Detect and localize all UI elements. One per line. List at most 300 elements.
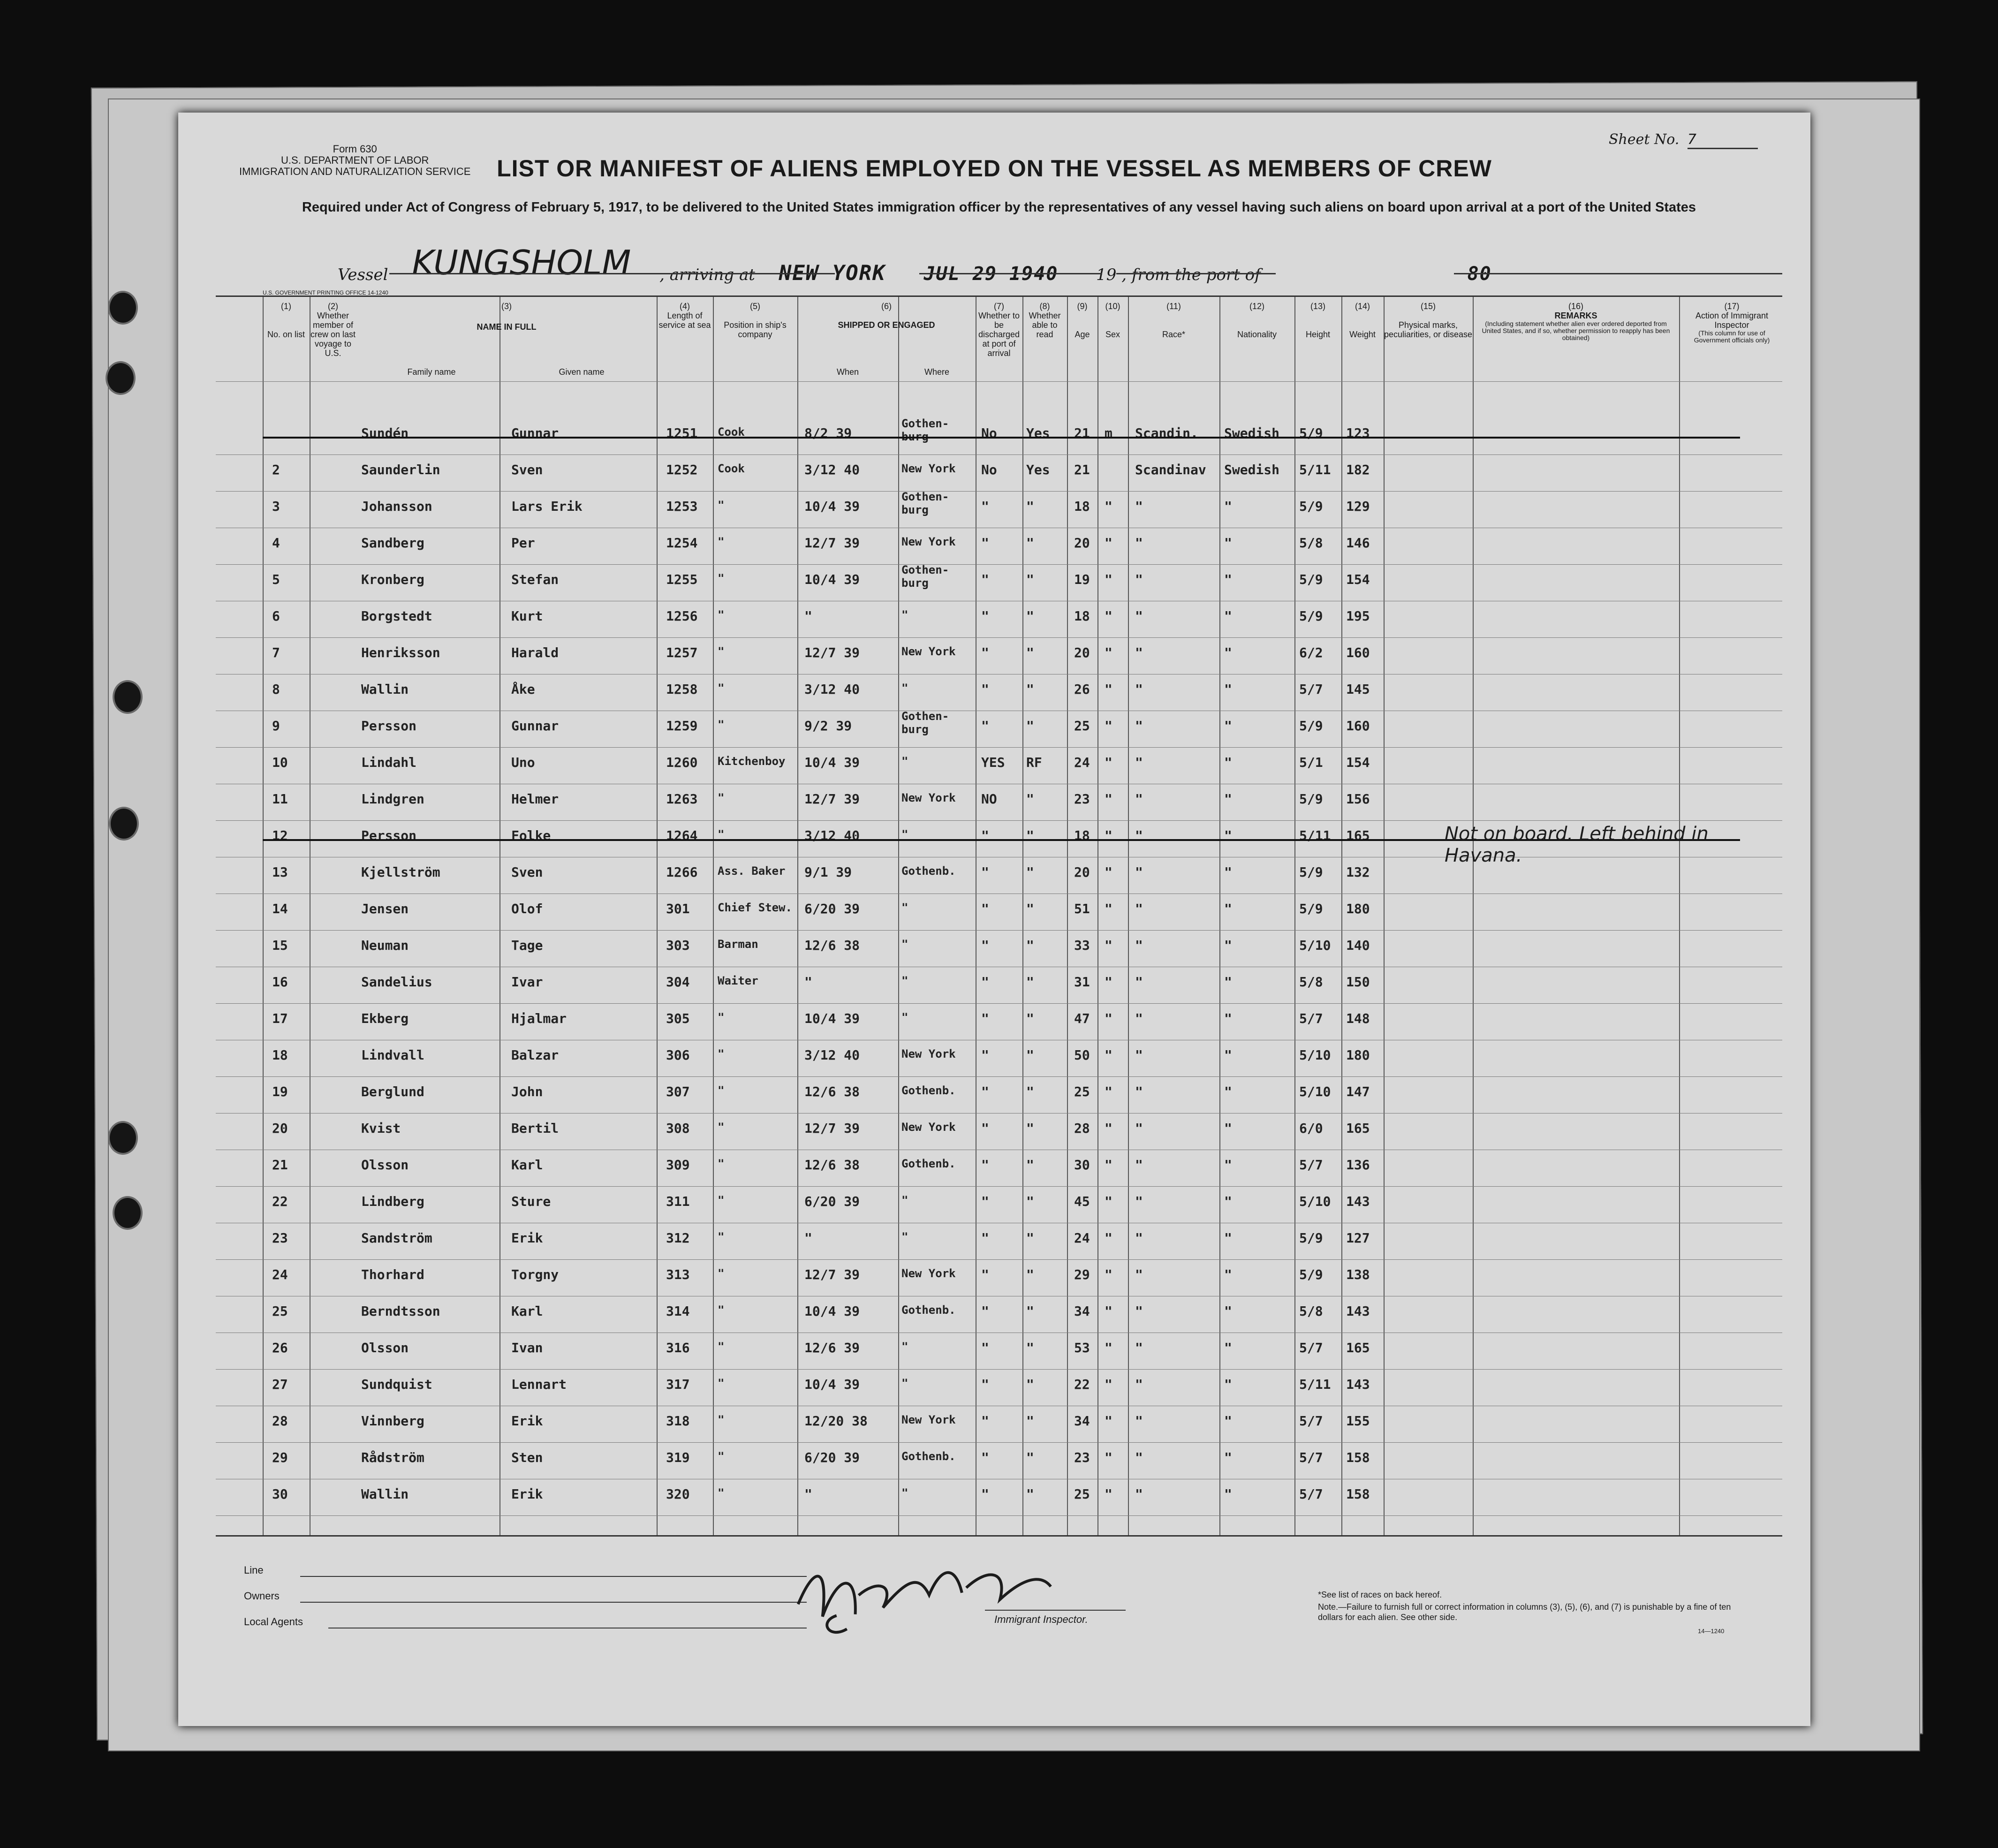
cell-age: 19 — [1074, 572, 1090, 587]
cell-weight: 145 — [1346, 682, 1370, 697]
cell-shipped-when: " — [804, 1230, 812, 1246]
cell-service-length: 1251 — [666, 425, 698, 441]
cell-position: Barman — [718, 938, 758, 951]
cell-given-name: Torgny — [511, 1267, 559, 1282]
cell-discharged: NO — [981, 791, 997, 807]
cell-nationality: " — [1224, 1011, 1232, 1026]
cell-service-length: 1263 — [666, 791, 698, 807]
cell-family-name: Ekberg — [361, 1011, 409, 1026]
header-height: (13) Height — [1305, 302, 1331, 339]
table-row — [216, 419, 1782, 455]
cell-able-to-read: " — [1026, 1267, 1034, 1282]
cell-service-length: 309 — [666, 1157, 690, 1173]
cell-height: 5/7 — [1299, 1340, 1323, 1356]
cell-given-name: Helmer — [511, 791, 559, 807]
cell-discharged: " — [981, 974, 989, 990]
cell-shipped-where: Gothenb. — [901, 1157, 956, 1170]
cell-position: " — [718, 1303, 725, 1317]
cell-shipped-when: 10/4 39 — [804, 572, 860, 587]
cell-service-length: 1257 — [666, 645, 698, 660]
cell-shipped-when: " — [804, 608, 812, 624]
cell-sex: " — [1105, 1450, 1113, 1465]
header-no: (1) No. on list — [267, 302, 305, 339]
header-weight: (14) Weight — [1349, 302, 1376, 339]
cell-able-to-read: " — [1026, 1486, 1034, 1502]
cell-position: " — [718, 535, 725, 548]
cell-nationality: " — [1224, 864, 1232, 880]
cell-family-name: Sundén — [361, 425, 409, 441]
cell-sex: " — [1105, 1340, 1113, 1356]
cell-race: " — [1135, 682, 1143, 697]
cell-age: 18 — [1074, 608, 1090, 624]
cell-row-number: 3 — [272, 499, 280, 514]
cell-row-number: 20 — [272, 1121, 288, 1136]
agents-fill — [328, 1627, 807, 1628]
cell-weight: 146 — [1346, 535, 1370, 551]
cell-race: " — [1135, 1377, 1143, 1392]
cell-nationality: " — [1224, 1084, 1232, 1099]
page-subtitle: Required under Act of Congress of February 5, 1917, to be delivered to the United States immigration officer by the representatives of any vessel having such aliens on board upon arrival at a port of the United States — [302, 200, 1696, 215]
cell-shipped-when: 10/4 39 — [804, 1377, 860, 1392]
cell-sex: " — [1105, 974, 1113, 990]
cell-age: 25 — [1074, 718, 1090, 734]
header-remarks: (16) REMARKS (Including statement whether alien ever ordered deported from United States, and if so, whether permission to reapply has been obtained) — [1482, 302, 1670, 341]
cell-row-number: 6 — [272, 608, 280, 624]
cell-discharged: " — [981, 718, 989, 734]
cell-discharged: " — [981, 864, 989, 880]
cell-shipped-when: 12/20 38 — [804, 1413, 868, 1429]
cell-shipped-where: " — [901, 938, 908, 951]
cell-service-length: 1258 — [666, 682, 698, 697]
cell-service-length: 1255 — [666, 572, 698, 587]
cell-weight: 160 — [1346, 645, 1370, 660]
cell-race: " — [1135, 1340, 1143, 1356]
cell-row-number: 15 — [272, 938, 288, 953]
form-number: Form 630 — [333, 143, 377, 155]
cell-nationality: " — [1224, 974, 1232, 990]
cell-able-to-read: " — [1026, 901, 1034, 916]
cell-service-length: 301 — [666, 901, 690, 916]
cell-row-number: 5 — [272, 572, 280, 587]
cell-able-to-read: " — [1026, 718, 1034, 734]
cell-sex: " — [1105, 1194, 1113, 1209]
cell-age: 47 — [1074, 1011, 1090, 1026]
cell-age: 18 — [1074, 828, 1090, 843]
cell-height: 5/9 — [1299, 1267, 1323, 1282]
cell-shipped-when: 12/7 39 — [804, 645, 860, 660]
cell-row-number: 10 — [272, 755, 288, 770]
cell-shipped-when: 12/6 38 — [804, 1084, 860, 1099]
cell-service-length: 304 — [666, 974, 690, 990]
table-row — [216, 1187, 1782, 1224]
cell-able-to-read: " — [1026, 1194, 1034, 1209]
cell-family-name: Sandström — [361, 1230, 432, 1246]
cell-shipped-when: 9/2 39 — [804, 718, 852, 734]
cell-height: 5/11 — [1299, 1377, 1331, 1392]
cell-sex: " — [1105, 499, 1113, 514]
cell-able-to-read: " — [1026, 828, 1034, 843]
header-family-name: Family name — [407, 367, 456, 377]
cell-able-to-read: " — [1026, 1450, 1034, 1465]
header-age: (9) Age — [1075, 302, 1090, 339]
arrival-date: JUL 29 1940 — [923, 263, 1059, 285]
header-race: (11) Race* — [1162, 302, 1186, 339]
cell-family-name: Persson — [361, 828, 417, 843]
cell-row-number: 7 — [272, 645, 280, 660]
cell-weight: 143 — [1346, 1303, 1370, 1319]
cell-weight: 148 — [1346, 1011, 1370, 1026]
cell-age: 23 — [1074, 791, 1090, 807]
table-row — [216, 894, 1782, 931]
cell-shipped-when: 6/20 39 — [804, 1450, 860, 1465]
cell-shipped-where: " — [901, 1486, 908, 1500]
cell-service-length: 1264 — [666, 828, 698, 843]
cell-sex: " — [1105, 682, 1113, 697]
cell-shipped-where: " — [901, 1230, 908, 1243]
cell-height: 5/7 — [1299, 1486, 1323, 1502]
table-row — [216, 1260, 1782, 1297]
cell-position: " — [718, 645, 725, 658]
cell-service-length: 1254 — [666, 535, 698, 551]
cell-age: 33 — [1074, 938, 1090, 953]
cell-position: " — [718, 608, 725, 621]
cell-age: 25 — [1074, 1486, 1090, 1502]
cell-discharged: " — [981, 608, 989, 624]
cell-discharged: " — [981, 901, 989, 916]
table-row — [216, 529, 1782, 565]
cell-able-to-read: " — [1026, 1413, 1034, 1429]
cell-height: 6/0 — [1299, 1121, 1323, 1136]
cell-age: 22 — [1074, 1377, 1090, 1392]
cell-row-number: 2 — [272, 462, 280, 477]
cell-shipped-when: 3/12 40 — [804, 828, 860, 843]
cell-position: Chief Stew. — [718, 901, 792, 914]
table-row — [216, 785, 1782, 821]
cell-race: " — [1135, 755, 1143, 770]
cell-weight: 150 — [1346, 974, 1370, 990]
inspector-signature — [785, 1529, 1082, 1647]
cell-row-number: 19 — [272, 1084, 288, 1099]
cell-family-name: Lindberg — [361, 1194, 424, 1209]
cell-sex: " — [1105, 1047, 1113, 1063]
table-row — [216, 1370, 1782, 1407]
cell-able-to-read: " — [1026, 572, 1034, 587]
cell-service-length: 316 — [666, 1340, 690, 1356]
cell-shipped-when: 10/4 39 — [804, 499, 860, 514]
table-row — [216, 1004, 1782, 1041]
cell-service-length: 306 — [666, 1047, 690, 1063]
cell-given-name: Karl — [511, 1157, 543, 1173]
penalty-note: Note.—Failure to furnish full or correct information in columns (3), (5), (6), and (7) is punishable by a fine of ten dollars for each alien. See other side. — [1318, 1602, 1731, 1622]
cell-sex: " — [1105, 1121, 1113, 1136]
cell-given-name: Balzar — [511, 1047, 559, 1063]
cell-sex: " — [1105, 572, 1113, 587]
cell-shipped-when: 6/20 39 — [804, 901, 860, 916]
cell-shipped-where: " — [901, 828, 908, 841]
cell-given-name: Gunnar — [511, 718, 559, 734]
cell-nationality: " — [1224, 1377, 1232, 1392]
cell-row-number: 16 — [272, 974, 288, 990]
cell-able-to-read: Yes — [1026, 462, 1050, 477]
cell-position: " — [718, 1194, 725, 1207]
header-position: (5) Position in ship's company — [724, 302, 787, 339]
cell-row-number: 11 — [272, 791, 288, 807]
cell-shipped-where: New York — [901, 535, 956, 548]
cell-shipped-when: 3/12 40 — [804, 462, 860, 477]
cell-shipped-when: 12/7 39 — [804, 535, 860, 551]
cell-service-length: 314 — [666, 1303, 690, 1319]
cell-discharged: " — [981, 499, 989, 514]
vessel-label: Vessel — [338, 265, 388, 284]
cell-sex: " — [1105, 535, 1113, 551]
cell-age: 34 — [1074, 1303, 1090, 1319]
cell-shipped-where: " — [901, 608, 908, 621]
cell-shipped-where: Gothenb. — [901, 864, 956, 878]
cell-sex: " — [1105, 864, 1113, 880]
cell-discharged: " — [981, 645, 989, 660]
sheet-number-label: Sheet No. — [1609, 131, 1680, 148]
cell-sex: " — [1105, 1377, 1113, 1392]
cell-family-name: Sandberg — [361, 535, 424, 551]
cell-race: " — [1135, 828, 1143, 843]
cell-discharged: " — [981, 1303, 989, 1319]
cell-race: " — [1135, 1047, 1143, 1063]
cell-shipped-where: Gothen-burg — [901, 710, 949, 736]
cell-weight: 180 — [1346, 901, 1370, 916]
cell-height: 5/9 — [1299, 499, 1323, 514]
cell-given-name: Ivar — [511, 974, 543, 990]
cell-discharged: YES — [981, 755, 1005, 770]
cell-able-to-read: " — [1026, 864, 1034, 880]
cell-discharged: " — [981, 938, 989, 953]
header-sex: (10) Sex — [1105, 302, 1120, 339]
cell-shipped-where: Gothenb. — [901, 1450, 956, 1463]
vessel-fill-line — [389, 272, 835, 274]
header-physical-marks: (15) Physical marks, peculiarities, or disease — [1384, 302, 1473, 339]
cell-nationality: " — [1224, 1121, 1232, 1136]
cell-discharged: " — [981, 1377, 989, 1392]
cell-service-length: 312 — [666, 1230, 690, 1246]
row-remark: Not on board. Left behind in Havana. — [1445, 823, 1709, 866]
cell-service-length: 313 — [666, 1267, 690, 1282]
cell-position: " — [718, 1157, 725, 1170]
from-port-fill-line — [1454, 272, 1782, 274]
cell-given-name: Sten — [511, 1450, 543, 1465]
cell-height: 5/10 — [1299, 938, 1331, 953]
cell-race: " — [1135, 645, 1143, 660]
cell-weight: 154 — [1346, 755, 1370, 770]
cell-row-number: 22 — [272, 1194, 288, 1209]
cell-sex: " — [1105, 1157, 1113, 1173]
sheet-number-value: 7 — [1688, 131, 1758, 149]
cell-family-name: Neuman — [361, 938, 409, 953]
cell-service-length: 1266 — [666, 864, 698, 880]
manifest-sheet — [178, 113, 1810, 1726]
cell-family-name: Kvist — [361, 1121, 401, 1136]
cell-family-name: Borgstedt — [361, 608, 432, 624]
cell-race: " — [1135, 1121, 1143, 1136]
cell-family-name: Berndtsson — [361, 1303, 440, 1319]
cell-shipped-where: Gothenb. — [901, 1303, 956, 1317]
date-fill-line — [1116, 272, 1276, 274]
cell-family-name: Lindahl — [361, 755, 417, 770]
cell-race: " — [1135, 1194, 1143, 1209]
cell-position: " — [718, 718, 725, 731]
cell-shipped-where: " — [901, 1377, 908, 1390]
cell-race: " — [1135, 1230, 1143, 1246]
cell-nationality: " — [1224, 1303, 1232, 1319]
strike-through-line — [263, 437, 1740, 439]
signature-fill — [985, 1609, 1126, 1611]
cell-weight: 158 — [1346, 1450, 1370, 1465]
cell-able-to-read: Yes — [1026, 425, 1050, 441]
cell-family-name: Lindgren — [361, 791, 424, 807]
cell-height: 5/8 — [1299, 535, 1323, 551]
cell-shipped-where: New York — [901, 645, 956, 658]
cell-discharged: " — [981, 1450, 989, 1465]
cell-nationality: " — [1224, 682, 1232, 697]
cell-shipped-where: New York — [901, 1413, 956, 1426]
cell-given-name: Sture — [511, 1194, 551, 1209]
cell-race: " — [1135, 1413, 1143, 1429]
cell-row-number: 26 — [272, 1340, 288, 1356]
table-row — [216, 1480, 1782, 1516]
cell-nationality: " — [1224, 1047, 1232, 1063]
cell-discharged: " — [981, 1121, 989, 1136]
cell-weight: 182 — [1346, 462, 1370, 477]
vessel-name: KUNGSHOLM — [412, 243, 631, 282]
cell-shipped-when: 8/2 39 — [804, 425, 852, 441]
cell-able-to-read: " — [1026, 1340, 1034, 1356]
cell-nationality: " — [1224, 1450, 1232, 1465]
cell-age: 53 — [1074, 1340, 1090, 1356]
cell-race: " — [1135, 791, 1143, 807]
cell-shipped-when: 10/4 39 — [804, 755, 860, 770]
cell-discharged: " — [981, 1413, 989, 1429]
cell-position: " — [718, 1011, 725, 1024]
cell-family-name: Persson — [361, 718, 417, 734]
cell-able-to-read: " — [1026, 791, 1034, 807]
cell-service-length: 1253 — [666, 499, 698, 514]
cell-service-length: 307 — [666, 1084, 690, 1099]
cell-sex: " — [1105, 1303, 1113, 1319]
cell-weight: 158 — [1346, 1486, 1370, 1502]
cell-row-number: 28 — [272, 1413, 288, 1429]
cell-given-name: Kurt — [511, 608, 543, 624]
cell-family-name: Kronberg — [361, 572, 424, 587]
header-service: (4) Length of service at sea — [658, 302, 711, 330]
inspector-label: Immigrant Inspector. — [994, 1613, 1088, 1625]
cell-row-number: 14 — [272, 901, 288, 916]
cell-given-name: Ivan — [511, 1340, 543, 1356]
from-port-number: 80 — [1467, 263, 1492, 285]
cell-age: 29 — [1074, 1267, 1090, 1282]
cell-service-length: 311 — [666, 1194, 690, 1209]
cell-able-to-read: " — [1026, 499, 1034, 514]
footer-agents-label: Local Agents — [244, 1616, 303, 1628]
cell-given-name: Erik — [511, 1413, 543, 1429]
cell-age: 24 — [1074, 1230, 1090, 1246]
cell-given-name: Olof — [511, 901, 543, 916]
cell-row-number: 21 — [272, 1157, 288, 1173]
cell-age: 26 — [1074, 682, 1090, 697]
cell-weight: 165 — [1346, 828, 1370, 843]
table-row — [216, 638, 1782, 675]
cell-family-name: Henriksson — [361, 645, 440, 660]
cell-given-name: Harald — [511, 645, 559, 660]
header-shipped: (6) SHIPPED OR ENGAGED — [838, 302, 935, 330]
cell-age: 20 — [1074, 535, 1090, 551]
cell-position: " — [718, 1084, 725, 1097]
cell-discharged: " — [981, 1230, 989, 1246]
cell-able-to-read: " — [1026, 645, 1034, 660]
cell-given-name: Sven — [511, 864, 543, 880]
cell-family-name: Kjellström — [361, 864, 440, 880]
table-row — [216, 1224, 1782, 1260]
cell-age: 21 — [1074, 425, 1090, 441]
cell-able-to-read: " — [1026, 535, 1034, 551]
cell-age: 20 — [1074, 864, 1090, 880]
cell-shipped-when: 9/1 39 — [804, 864, 852, 880]
cell-able-to-read: " — [1026, 1011, 1034, 1026]
cell-position: Cook — [718, 462, 745, 475]
cell-row-number: 12 — [272, 828, 288, 843]
line-fill — [300, 1575, 807, 1577]
table-row — [216, 858, 1782, 894]
cell-given-name: Per — [511, 535, 535, 551]
cell-position: " — [718, 1450, 725, 1463]
from-port-label: , from the port of — [1121, 265, 1261, 284]
cell-nationality: " — [1224, 608, 1232, 624]
cell-family-name: Wallin — [361, 1486, 409, 1502]
cell-age: 30 — [1074, 1157, 1090, 1173]
cell-service-length: 319 — [666, 1450, 690, 1465]
cell-row-number: 13 — [272, 864, 288, 880]
year-label: 19 — [1096, 265, 1117, 284]
cell-shipped-when: 12/6 38 — [804, 938, 860, 953]
cell-age: 23 — [1074, 1450, 1090, 1465]
table-row — [216, 821, 1782, 866]
cell-nationality: Swedish — [1224, 462, 1280, 477]
cell-nationality: " — [1224, 1413, 1232, 1429]
table-row — [216, 1443, 1782, 1480]
cell-height: 5/9 — [1299, 791, 1323, 807]
footer-owners-label: Owners — [244, 1590, 280, 1602]
cell-height: 5/9 — [1299, 864, 1323, 880]
cell-service-length: 1260 — [666, 755, 698, 770]
cell-family-name: Thorhard — [361, 1267, 424, 1282]
printing-office-mark: U.S. GOVERNMENT PRINTING OFFICE 14-1240 — [263, 289, 388, 296]
header-action: (17) Action of Immigrant Inspector (This column for use of Government officials only) — [1694, 302, 1770, 344]
cell-shipped-where: New York — [901, 1267, 956, 1280]
cell-discharged: " — [981, 1486, 989, 1502]
cell-sex: " — [1105, 645, 1113, 660]
cell-weight: 195 — [1346, 608, 1370, 624]
cell-sex: " — [1105, 755, 1113, 770]
cell-shipped-where: Gothenb. — [901, 1084, 956, 1097]
cell-race: " — [1135, 499, 1143, 514]
sheet-number — [1609, 131, 1758, 149]
cell-sex: " — [1105, 608, 1113, 624]
cell-service-length: 1256 — [666, 608, 698, 624]
header-read: (8) Whether able to read — [1029, 302, 1061, 339]
table-row — [216, 931, 1782, 968]
cell-shipped-when: 12/7 39 — [804, 791, 860, 807]
cell-height: 5/11 — [1299, 462, 1331, 477]
cell-weight: 154 — [1346, 572, 1370, 587]
cell-discharged: No — [981, 425, 997, 441]
cell-height: 5/9 — [1299, 901, 1323, 916]
